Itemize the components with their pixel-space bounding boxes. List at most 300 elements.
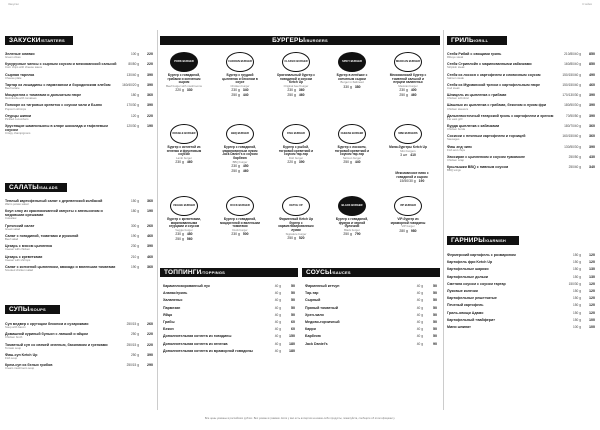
item-name-block [163, 306, 259, 310]
garniry-item [447, 318, 595, 322]
item-name-block [5, 52, 117, 59]
item-price: 220 [147, 113, 153, 118]
item-weight: 40 g [416, 305, 423, 310]
item-weight: 250/15 g [126, 322, 139, 326]
item-name: Фиш энд чипс [447, 144, 473, 149]
item-name: Цезарь с креветками [5, 254, 43, 259]
burger-card [332, 124, 372, 165]
item-name-block [305, 342, 401, 346]
item-weight: 40 g [274, 327, 281, 332]
item-subtitle: Beef salad [5, 237, 19, 242]
item-name: Бурда цыпленка с кабачками [447, 123, 500, 128]
item-price: 60 [291, 327, 295, 332]
item-subtitle: Caesar with chicken [5, 247, 31, 252]
item-weight: 150 g [573, 288, 581, 293]
supy-item [5, 332, 153, 339]
item-name-block [5, 209, 117, 220]
item-name-block [163, 284, 259, 288]
item-weight: 40 g [416, 319, 423, 324]
burger-price: 380 [354, 84, 361, 89]
item-name: Стейк Рибай с овощами гриль [447, 52, 502, 56]
item-name-block [5, 73, 117, 80]
item-price: 360 [147, 264, 153, 269]
burger-weight-2: 250 g [231, 93, 240, 98]
item-price: 50 [291, 312, 295, 317]
burger-price-line [276, 89, 316, 93]
item-weight: 70/50/50 g [565, 113, 581, 118]
zakuski-item [5, 93, 153, 100]
item-name-block [163, 291, 259, 295]
item-name-block [5, 199, 117, 206]
item-name-block [447, 124, 559, 131]
item-name-block [5, 83, 117, 90]
item-price: 50 [433, 327, 437, 332]
item-name: Крылышки BBQ с пивным соусом [447, 165, 509, 170]
item-weight: 40 g [416, 284, 423, 288]
zakuski-item [5, 73, 153, 80]
item-price: 50 [433, 291, 437, 296]
burger-name: Мексиканский бургер с томатной сальсой и перцем халапеньо [389, 73, 427, 85]
burger-name: Бургер с говядиной, фуагра и черной булочкой [335, 217, 369, 229]
item-name: Домашний куриный бульон с лапшой и яйцом [5, 332, 88, 337]
burger-desc: Signature burger [285, 231, 307, 236]
sousy-item [305, 342, 437, 346]
gril-item [447, 73, 595, 80]
item-name-block [305, 327, 401, 331]
item-price: 50 [291, 298, 295, 303]
item-name-block [5, 114, 117, 121]
burger-desc: Original beef burger [283, 84, 309, 89]
item-name: Jack Daniel's [305, 341, 328, 346]
burger-price-line-2 [276, 94, 316, 98]
toppingi-item [163, 334, 295, 338]
item-weight: 130/50/30 g [564, 144, 581, 149]
salaty-title: САЛАТЫ [9, 184, 39, 191]
burger-price-line [164, 233, 204, 237]
garniry-item [447, 296, 595, 300]
item-weight: 250 g [131, 332, 139, 337]
burger-price-2: 560 [186, 237, 193, 242]
item-subtitle: Cheese plate [5, 75, 22, 80]
item-weight: 150 g [573, 253, 581, 257]
item-name-block [5, 363, 117, 370]
burger-price-line [388, 154, 428, 158]
burger-name: Бургер с грудкой цыпленка и беконом в соусе [222, 73, 258, 85]
item-name-block [447, 296, 559, 300]
supy-item [5, 353, 153, 360]
item-name-block [5, 332, 117, 339]
gril-list [447, 52, 595, 175]
item-price: 390 [147, 352, 153, 357]
item-name: Картофельные шарики [447, 267, 489, 272]
burger-icon: SPICY BURGER [338, 52, 366, 72]
item-name-block [447, 275, 559, 279]
item-name-block [5, 224, 117, 231]
burger-price-line-2 [388, 94, 428, 98]
toppingi-item [163, 349, 295, 353]
item-name: Ананас/гриль [163, 291, 188, 296]
burger-weight-2: 250 g [287, 93, 296, 98]
item-name-block [447, 145, 559, 152]
item-name: Картофель фри Ketch Up [447, 260, 493, 265]
item-name: Луковые колечки [447, 288, 478, 293]
sousy-list [305, 284, 437, 349]
burger-icon: MEXICAN BURGER [394, 52, 422, 72]
item-weight: 180 g [131, 93, 139, 98]
burger-grid [160, 52, 440, 252]
gril-title-en: /GRILL [473, 38, 489, 43]
item-price: 60 [291, 319, 295, 324]
item-name: Шницель из цыпленка с грибами [447, 93, 507, 98]
salaty-title-en: /SALADS [38, 185, 58, 190]
item-weight: 150 g [573, 260, 581, 265]
burger-desc: Burger in flatbread [340, 80, 364, 85]
item-price: 150 [289, 334, 295, 339]
burger-icon: BBQ BURGER [226, 124, 254, 144]
burgery-title-en: /BURGERS [305, 38, 328, 43]
gril-item [447, 124, 595, 131]
item-name-block [163, 320, 259, 324]
item-weight: 250/40 g [568, 165, 581, 170]
item-name: Гриль-овощи Адамо [447, 310, 484, 315]
item-subtitle: Sausages [447, 137, 460, 142]
burger-card [388, 196, 428, 233]
burger-name: Бургер в лепёшке с копченым сыром [336, 73, 368, 81]
item-price: 290 [147, 363, 153, 368]
item-weight: 40 g [274, 348, 281, 353]
item-weight: 150 g [573, 303, 581, 308]
zakuski-item [5, 52, 153, 59]
item-name: Моцарелла с томатами и дольчатым пюре [5, 93, 82, 98]
item-name: Барбекю [305, 334, 321, 339]
toppingi-item [163, 342, 295, 346]
item-price: 490 [589, 72, 595, 77]
corner-left: Закуски [8, 2, 19, 6]
item-price: 120 [589, 253, 595, 257]
item-name: Стейк из Мурманской трески с картофельным пюре [447, 82, 541, 87]
item-name: Дополнительная котлета из говядины [163, 334, 232, 339]
item-name-block [5, 62, 117, 69]
burger-desc: VIP burger [401, 224, 415, 229]
item-name: Бекон [163, 327, 174, 332]
item-name-block [163, 327, 259, 331]
item-weight: 250/15 g [126, 363, 139, 368]
item-price: 850 [589, 52, 595, 56]
gril-header [447, 36, 507, 45]
gril-item [447, 93, 595, 100]
toppingi-item [163, 320, 295, 324]
item-subtitle: Pickled cucumbers [5, 116, 29, 121]
burger-name: Бургер с рыбой, тигровой креветкой и соусом тар-тар [278, 145, 314, 157]
burger-weight: 250 g [343, 232, 352, 237]
salaty-item [5, 224, 153, 231]
item-weight: 40 g [274, 298, 281, 303]
burger-price: 480 [186, 232, 193, 237]
item-price: 50 [433, 334, 437, 339]
item-weight: 150 g [573, 274, 581, 279]
item-weight: 150 g [131, 199, 139, 203]
sousy-item [305, 320, 437, 324]
zakuski-item [5, 62, 153, 69]
burger-price-line [388, 230, 428, 234]
item-name: Сырная тарелка [5, 72, 35, 77]
burger-desc: Chicken burger [230, 84, 250, 89]
item-weight: 300 g [131, 223, 139, 228]
item-subtitle: Mozzarella with tomatoes [5, 96, 37, 101]
item-price: 130 [589, 274, 595, 279]
item-name: Грибы [163, 319, 175, 324]
item-price: 120 [589, 310, 595, 315]
burger-desc: Beef burger with mushrooms [166, 84, 202, 89]
item-price: 460 [589, 82, 595, 87]
burger-card [220, 52, 260, 98]
item-name: Фермерский картофель с розмарином [447, 253, 516, 257]
burger-price: 500 [242, 232, 249, 237]
item-weight: 150/150/40 g [562, 82, 581, 87]
burger-price-2: 460 [410, 93, 417, 98]
burger-price: 400 [410, 88, 417, 93]
item-name-block [447, 253, 559, 257]
item-name-block [305, 291, 401, 295]
item-name: Мини шпинат [447, 324, 471, 329]
gril-item [447, 134, 595, 141]
gril-item [447, 62, 595, 69]
burger-price-line [332, 161, 372, 165]
burger-icon: VEGGIE BURGER [170, 196, 198, 216]
salaty-item [5, 209, 153, 220]
item-weight: 100 g [131, 52, 139, 56]
item-name: Стейк Стриплойн с маринованными кабачками [447, 62, 532, 67]
item-name-block [5, 353, 117, 360]
burger-price: 980 [410, 228, 417, 233]
burger-weight: 230 g [287, 88, 296, 93]
item-price: 460 [147, 254, 153, 259]
garniry-item [447, 325, 595, 329]
toppingi-item [163, 313, 295, 317]
garniry-item [447, 275, 595, 279]
burger-desc: Lamb burger [176, 156, 192, 161]
item-subtitle: Coleslaw [5, 216, 17, 221]
burger-price: 360 [298, 88, 305, 93]
item-name: Стейк из лосося с картофелем и сливочным соусом [447, 72, 541, 77]
garniry-item [447, 289, 595, 293]
item-name: Кукурузные чипсы с сырным соусом и мексиканской сальсой [5, 62, 117, 67]
item-weight: 150/150/40 g [562, 72, 581, 77]
burger-desc: BBQ burger [232, 159, 248, 164]
item-name-block [447, 114, 559, 121]
burger-price-line [332, 86, 372, 90]
item-price: 130 [589, 267, 595, 272]
burger-price-line [388, 89, 428, 93]
item-weight: 40 g [416, 291, 423, 296]
burger-weight: 230 g [175, 160, 184, 165]
item-name: Сметана соусом с соусом тартар [447, 281, 506, 286]
item-name: Суп медвер с крутоцом беконом и сухариками [5, 322, 89, 326]
sousy-item [305, 284, 437, 288]
item-name: Томатный суп со свежей зеленью, базиликом и гренками [5, 342, 108, 347]
item-name: Карамелизированный лук [163, 284, 210, 288]
item-name-block [447, 93, 559, 100]
burger-price-line [164, 89, 204, 93]
sousy-item [305, 306, 437, 310]
item-weight: 40 g [416, 341, 423, 346]
item-name: Картофельные решетчатые [447, 296, 497, 301]
item-name: Яйцо [163, 312, 173, 317]
item-weight: 170/30 g [126, 103, 139, 108]
item-price: 50 [291, 291, 295, 296]
item-name-block [447, 134, 559, 141]
item-name-block [447, 52, 559, 59]
item-subtitle: Caesar with shrimps [5, 257, 31, 262]
item-price: 260 [147, 322, 153, 326]
sousy-item [305, 291, 437, 295]
zakuski-title-en: /STARTERS [40, 38, 65, 43]
item-subtitle: Fish and chips [447, 147, 466, 152]
item-name: Зеленые оливки [5, 52, 35, 56]
item-subtitle: Smoked chicken salad [5, 267, 33, 272]
burger-icon: KETCH UP [282, 196, 310, 216]
item-weight: 40 g [416, 298, 423, 303]
burger-price-line [220, 233, 260, 237]
burger-price-2: 460 [298, 93, 305, 98]
item-price: 360 [589, 134, 595, 139]
item-name: Халапеньо [163, 298, 183, 303]
item-weight: 80/80 g [128, 62, 139, 67]
burger-name: Бургер с креветками, маринованными огурцами и соусом [167, 217, 201, 229]
item-price: 390 [147, 82, 153, 87]
garniry-title-en: /GARNISH [484, 238, 506, 243]
item-subtitle: BBQ wings [447, 168, 461, 173]
item-weight: 40 g [274, 341, 281, 346]
item-subtitle: Warm potato salad [5, 202, 29, 207]
gril-item [447, 145, 595, 152]
item-name-block [447, 303, 559, 307]
item-name: Хрен-чили [305, 312, 324, 317]
burger-price: 450 [242, 164, 249, 169]
item-weight: 100 g [573, 324, 581, 329]
burger-weight: 250 g [287, 236, 296, 241]
item-name-block [5, 234, 117, 241]
burger-price: 340 [242, 88, 249, 93]
burger-price-line [164, 161, 204, 165]
garniry-item [447, 253, 595, 257]
item-weight: 210/80/40 g [564, 52, 581, 56]
item-name: Салат с говядиной, томатами и рукколой [5, 233, 79, 238]
item-price: 360 [589, 123, 595, 128]
item-name: Сырный [305, 298, 321, 303]
item-subtitle: Far east grill [447, 116, 463, 121]
burger-weight: 220 g [175, 88, 184, 93]
burger-weight: 230 g [231, 164, 240, 169]
item-name-block [447, 155, 559, 162]
item-weight: 160/150/40 g [562, 134, 581, 139]
item-name: Греческий салат [5, 223, 35, 228]
item-weight: 40 g [274, 291, 281, 296]
item-weight: 250/50 g [568, 154, 581, 159]
burger-price: 390 [298, 160, 305, 165]
item-name-block [447, 165, 559, 172]
toppingi-item [163, 298, 295, 302]
item-weight: 40 g [274, 284, 281, 288]
item-subtitle: Chicken broth [5, 335, 23, 340]
burger-desc: Mexican burger [398, 84, 418, 89]
item-price: 390 [589, 113, 595, 118]
item-weight: 150 g [573, 296, 581, 301]
item-name: Дополнительная котлета из ягненка [163, 341, 228, 346]
item-weight: 180/50/30 g [564, 103, 581, 108]
burger-price: 330 [186, 88, 193, 93]
item-name-block [163, 349, 259, 353]
burger-name: Бургер с говядиной, грибами и копченым сыром [167, 73, 201, 85]
item-subtitle: Cod steak [447, 85, 460, 90]
burger-card [388, 52, 428, 98]
promo-name: Мексиканское пиво с говядиной и сыром [395, 171, 429, 179]
burger-desc: Black burger [344, 228, 360, 233]
supy-item [5, 322, 153, 329]
burger-weight: 230 g [175, 232, 184, 237]
toppingi-list [163, 284, 295, 356]
item-weight: 160/80/40 g [564, 62, 581, 67]
gril-item [447, 155, 595, 162]
item-weight: 160/40/20 g [122, 82, 139, 87]
item-name-block [5, 343, 117, 350]
burger-price-line-2 [220, 94, 260, 98]
footer-note: Все цены указаны в российских рублях. Вес указан в граммах. Если у вас есть аллергия на какие-либо продукты, пожалуйста, сообщите об этом официанту. [204, 417, 396, 420]
item-subtitle: Salmon steak [447, 75, 464, 80]
item-weight: 40 g [274, 312, 281, 317]
gril-item [447, 83, 595, 90]
divider-right [443, 30, 444, 410]
burger-weight: 230 g [231, 88, 240, 93]
burger-icon: FISH BURGER [282, 124, 310, 144]
item-subtitle: Cream mushroom soup [5, 366, 35, 371]
item-weight: 150 g [573, 317, 581, 322]
item-price: 220 [147, 332, 153, 337]
item-weight: 40 g [416, 327, 423, 332]
burger-card [332, 196, 372, 237]
item-name-block [5, 322, 117, 329]
item-price: 50 [291, 305, 295, 310]
sousy-header [302, 268, 440, 277]
burger-card [276, 124, 316, 165]
salaty-item [5, 255, 153, 262]
item-price: 360 [147, 93, 153, 98]
promo-weight: 15/50/30 g [399, 179, 416, 184]
item-price: 220 [147, 52, 153, 56]
item-weight: 180 g [131, 209, 139, 214]
item-weight: 150 g [573, 310, 581, 315]
burger-icon: CHICKEN BURGER [226, 52, 254, 72]
item-price: 190 [147, 209, 153, 214]
item-name: Попкорн из тигровых креветок с соусом чили и Бьянк [5, 103, 102, 108]
item-weight: 40 g [416, 312, 423, 317]
garniry-item [447, 282, 595, 286]
burger-card [332, 52, 372, 89]
item-price: 120 [589, 296, 595, 301]
gril-title: ГРИЛЬ [451, 37, 474, 44]
promo-price: 190 [418, 179, 425, 184]
item-subtitle: Beef tartare [5, 85, 20, 90]
item-subtitle: Green olives [5, 55, 21, 60]
toppingi-item [163, 327, 295, 331]
burger-weight-2: 250 g [231, 168, 240, 173]
item-price: 180 [289, 348, 295, 353]
item-name: Печеный картофель [447, 303, 484, 308]
item-name-block [5, 93, 117, 100]
item-name-block [447, 260, 559, 264]
item-name: Карри [305, 327, 316, 332]
item-subtitle: Chicken schnitzel [447, 96, 469, 101]
